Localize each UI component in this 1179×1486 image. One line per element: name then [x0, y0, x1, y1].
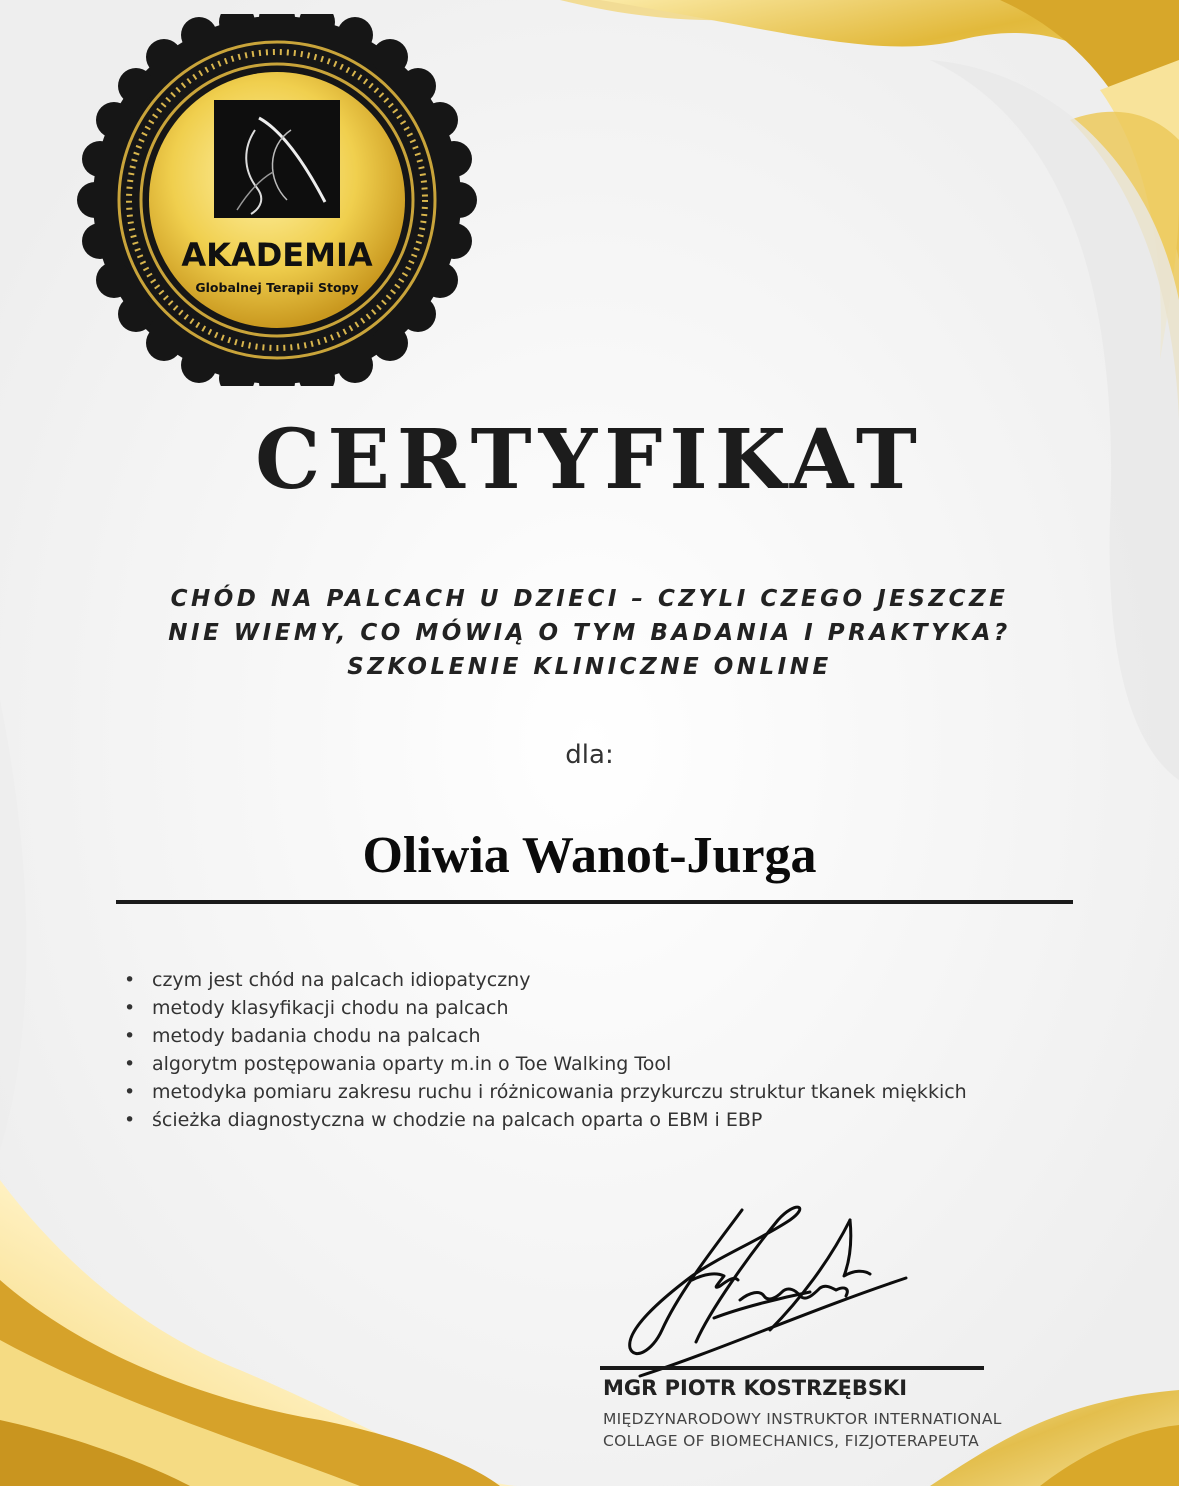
for-label: dla:: [565, 740, 614, 770]
svg-text:Globalnej Terapii Stopy: Globalnej Terapii Stopy: [195, 280, 359, 295]
topic-item: • metody klasyfikacji chodu na palcach: [122, 994, 1042, 1022]
course-title-line-3: SZKOLENIE KLINICZNE ONLINE: [347, 654, 832, 680]
topic-item: • metody badania chodu na palcach: [122, 1022, 1042, 1050]
certificate-title: CERTYFIKAT: [255, 412, 924, 508]
recipient-underline: [116, 900, 1073, 904]
svg-text:AKADEMIA: AKADEMIA: [181, 236, 373, 274]
topic-item: • metodyka pomiaru zakresu ruchu i różnicowania przykurczu struktur tkanek miękkich: [122, 1078, 1042, 1106]
signer-role-line-1: MIĘDZYNARODOWY INSTRUKTOR INTERNATIONAL: [603, 1410, 1002, 1428]
topic-item: • czym jest chód na palcach idiopatyczny: [122, 966, 1042, 994]
signer-role: [603, 1408, 1002, 1452]
topic-item: • algorytm postępowania oparty m.in o Toe Walking Tool: [122, 1050, 1042, 1078]
handwritten-signature: [600, 1180, 920, 1380]
course-title: [60, 582, 1119, 684]
course-title-line-2: NIE WIEMY, CO MÓWIĄ O TYM BADANIA I PRAKTYKA?: [168, 620, 1011, 646]
topic-item: • ścieżka diagnostyczna w chodzie na palcach oparta o EBM i EBP: [122, 1106, 1042, 1134]
course-title-line-1: CHÓD NA PALCACH U DZIECI – CZYLI CZEGO JESZCZE: [170, 586, 1009, 612]
signer-name: MGR PIOTR KOSTRZĘBSKI: [603, 1376, 908, 1400]
signature-line: [600, 1366, 984, 1370]
recipient-name: Oliwia Wanot-Jurga: [362, 827, 817, 884]
akademia-seal-logo: [62, 14, 492, 386]
topics-list: [122, 966, 1042, 1134]
signer-role-line-2: COLLAGE OF BIOMECHANICS, FIZJOTERAPEUTA: [603, 1432, 980, 1450]
